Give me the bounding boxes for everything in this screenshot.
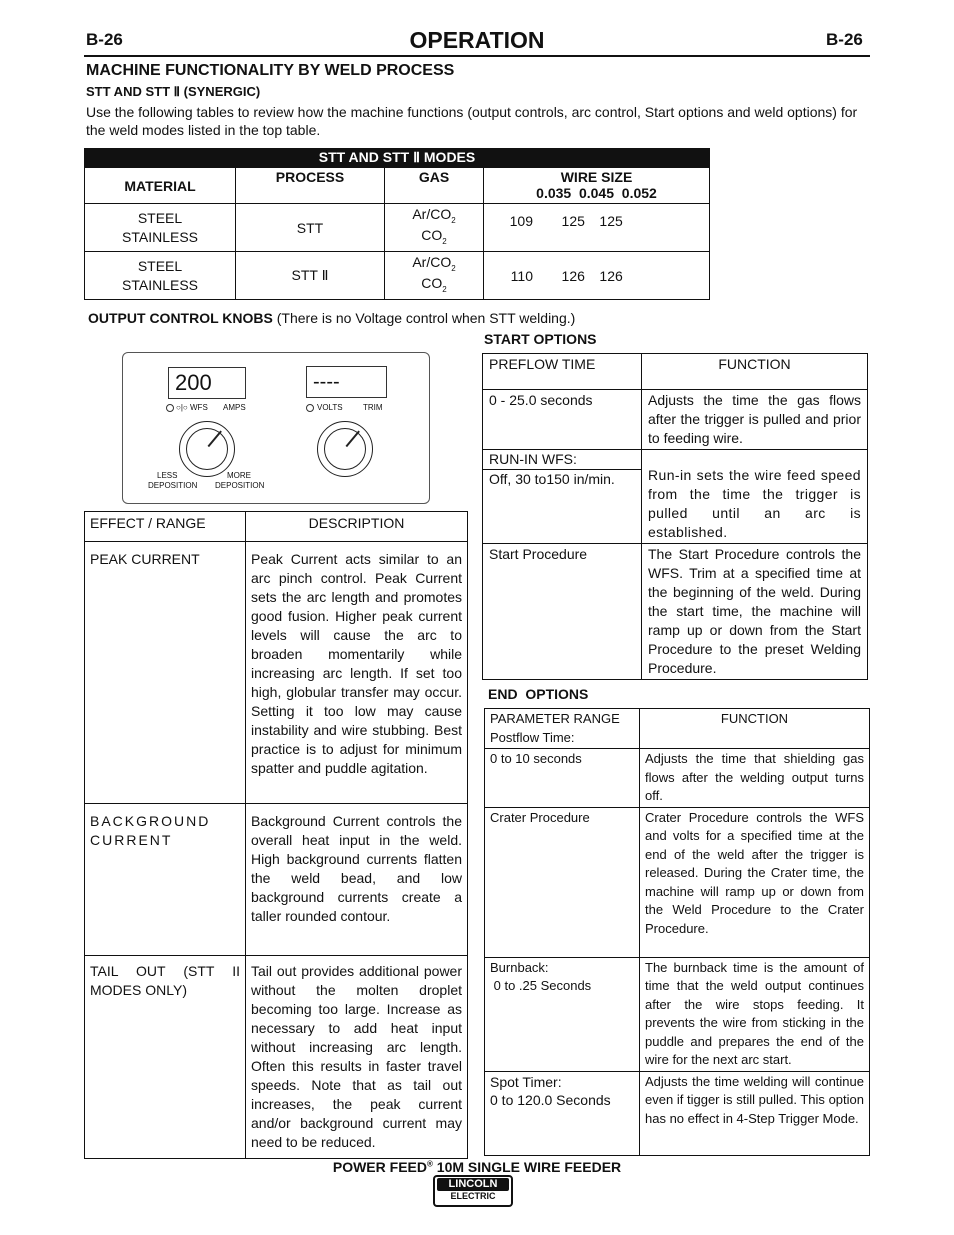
- header-wire-size: [484, 168, 710, 204]
- param-cell: 0 - 25.0 seconds: [483, 390, 642, 450]
- footer-product-rest: 10M SINGLE WIRE FEEDER: [432, 1159, 622, 1175]
- wire-value: 109: [509, 213, 533, 229]
- gas-cell: [385, 204, 484, 252]
- less-label: LESS: [157, 471, 178, 480]
- amps-label: AMPS: [223, 403, 246, 412]
- description-cell: Background Current controls the overall heat input in the weld. High background currents flatten the weld bead, and low background currents create a taller rounded contour.: [246, 804, 468, 956]
- wire-value: 125: [599, 213, 623, 229]
- led-indicator: [166, 404, 174, 412]
- start-options-table: [482, 353, 868, 680]
- parameter-range-label: PARAMETER RANGE: [490, 711, 620, 726]
- output-controls-note: (There is no Voltage control when STT welding.): [272, 310, 576, 326]
- subsection-title: STT AND STT Ⅱ (SYNERGIC): [86, 84, 261, 99]
- effect-cell: PEAK CURRENT: [85, 542, 246, 804]
- logo-top-text: LINCOLN: [437, 1178, 509, 1191]
- logo-bottom-text: ELECTRIC: [450, 1191, 496, 1201]
- param-cell: [483, 450, 642, 544]
- description-cell: Peak Current acts similar to an arc pinch control. Peak Current sets the arc length and promotes good fusion. Higher peak current levels will cause the arc to broaden momentarily while increasing arc length. If set too high, globular transfer may occur. Setting it too low may cause instability and wire stubbing. Best practice is to adjust for minimum spatter and puddle agitation.: [246, 542, 468, 804]
- gas-text: CO: [421, 274, 443, 291]
- table-row: [483, 450, 868, 544]
- param-cell: Start Procedure: [483, 544, 642, 680]
- header-effect-range: EFFECT / RANGE: [85, 512, 246, 542]
- wire-values-cell: [484, 252, 710, 300]
- wire-value: 110: [510, 267, 533, 284]
- wire-value: 126: [561, 267, 585, 284]
- control-panel-illustration: [122, 352, 430, 504]
- function-cell: The burnback time is the amount of time that the weld output continues after the wire stops feeding. It prevents the wire from sticking in the puddle and prepares the end of the wire for the next arc start.: [640, 957, 870, 1071]
- burnback-label: Burnback:: [490, 959, 549, 975]
- gas-text: Ar/CO: [412, 253, 452, 270]
- table-row: [85, 252, 710, 300]
- function-cell: Crater Procedure controls the WFS and volts for a specified time at the end of the weld after the trigger is released. During the Crater time, the machine will ramp up or down from the Weld Procedure to the Crater Procedure.: [640, 807, 870, 957]
- header-preflow-time: PREFLOW TIME: [483, 354, 642, 390]
- header-gas: GAS: [385, 168, 484, 204]
- description-cell: Tail out provides additional power without the molten droplet becoming too large. Increase as necessary to add heat input without increasing arc length. Often this results in faster travel speeds. Note that as tail out increases, the peak current and/or background current may need to be reduced.: [246, 956, 468, 1159]
- gas-text: CO: [421, 226, 443, 243]
- table-row: [85, 804, 468, 956]
- page-number-left: B-26: [86, 30, 123, 49]
- process-cell: STT Ⅱ: [236, 252, 385, 300]
- knob-face: [324, 428, 366, 470]
- gas-subscript: 2: [442, 284, 447, 294]
- wfs-display: 200: [168, 367, 246, 399]
- io-glyph: ○|○: [176, 403, 188, 412]
- table-row: [485, 957, 870, 1071]
- spot-timer-label: Spot Timer:: [490, 1073, 562, 1090]
- footer-product: [0, 1159, 954, 1175]
- table-row: [485, 1071, 870, 1155]
- more-label: MORE: [227, 471, 251, 480]
- section-title: MACHINE FUNCTIONALITY BY WELD PROCESS: [86, 62, 455, 79]
- wire-size-values: 0.035 0.045 0.052: [536, 185, 657, 201]
- volts-label: VOLTS: [317, 403, 343, 412]
- param-cell: Crater Procedure: [485, 807, 640, 957]
- modes-table-band: STT AND STT Ⅱ MODES: [85, 149, 710, 168]
- wfs-knob[interactable]: [179, 421, 235, 477]
- header-parameter-range: [485, 709, 640, 749]
- led-indicator: [306, 404, 314, 412]
- function-cell: Adjusts the time that shielding gas flows after the welding output turns off.: [640, 749, 870, 808]
- param-cell: 0 to 10 seconds: [485, 749, 640, 808]
- table-row: [85, 204, 710, 252]
- process-cell: STT: [236, 204, 385, 252]
- spot-timer-range: 0 to 120.0 Seconds: [490, 1092, 611, 1108]
- effect-table: [84, 511, 468, 1159]
- output-controls-heading: [88, 310, 575, 326]
- wire-value: 125: [561, 213, 585, 229]
- wfs-label: WFS: [190, 403, 208, 412]
- trim-display: ----: [306, 366, 387, 398]
- param-cell: [485, 1071, 640, 1155]
- gas-text: Ar/CO: [412, 205, 452, 222]
- function-cell: Adjusts the time welding will continue even if tigger is still pulled. This option has no effect in 4-Step Trigger Mode.: [640, 1071, 870, 1155]
- table-row: [483, 390, 868, 450]
- end-options-title: END OPTIONS: [488, 686, 589, 702]
- effect-cell: TAIL OUT (STT II MODES ONLY): [85, 956, 246, 1159]
- end-options-table: [484, 708, 870, 1156]
- material-line: STAINLESS: [122, 228, 198, 245]
- less-deposition-label: DEPOSITION: [148, 481, 198, 490]
- function-cell: Run-in sets the wire feed speed from the time the trigger is pulled until an arc is established.: [642, 450, 868, 544]
- header-description: DESCRIPTION: [246, 512, 468, 542]
- modes-table: [84, 148, 710, 300]
- lincoln-electric-logo: [433, 1175, 513, 1207]
- material-line: STEEL: [137, 257, 183, 274]
- wire-values-cell: [484, 204, 710, 252]
- burnback-range: 0 to .25 Seconds: [490, 978, 592, 993]
- start-options-title: START OPTIONS: [484, 331, 597, 347]
- page-number-right: B-26: [826, 30, 863, 49]
- material-line: STEEL: [137, 209, 183, 226]
- trim-label: TRIM: [363, 403, 383, 412]
- header-function: FUNCTION: [642, 354, 868, 390]
- param-cell: [485, 957, 640, 1071]
- table-row: [85, 542, 468, 804]
- intro-paragraph: Use the following tables to review how the machine functions (output controls, arc control, Start options and weld options) for the weld modes listed in the top table.: [86, 104, 858, 138]
- table-row: [85, 956, 468, 1159]
- table-row: [485, 749, 870, 808]
- effect-cell: BACKGROUND CURRENT: [85, 804, 246, 956]
- material-cell: [85, 252, 236, 300]
- wire-value: 126: [599, 267, 623, 284]
- knob-face: [186, 428, 228, 470]
- output-controls-label: OUTPUT CONTROL KNOBS: [88, 310, 273, 326]
- header-rule: [84, 55, 870, 57]
- more-deposition-label: DEPOSITION: [215, 481, 265, 490]
- trim-knob[interactable]: [317, 421, 373, 477]
- table-row: [485, 807, 870, 957]
- footer-product-name: POWER FEED: [332, 1159, 427, 1175]
- postflow-label: Postflow Time:: [490, 729, 575, 745]
- page-title: OPERATION: [409, 27, 545, 53]
- footer-registered-mark: ®: [426, 1159, 433, 1169]
- table-row: [483, 544, 868, 680]
- gas-subscript: 2: [451, 263, 456, 273]
- wire-size-label: WIRE SIZE: [560, 169, 633, 185]
- function-cell: Adjusts the time the gas flows after the trigger is pulled and prior to feeding wire.: [642, 390, 868, 450]
- material-cell: [85, 204, 236, 252]
- run-in-range: Off, 30 to150 in/min.: [489, 471, 615, 487]
- gas-subscript: 2: [442, 236, 447, 246]
- material-line: STAINLESS: [122, 276, 198, 293]
- header-process: PROCESS: [236, 168, 385, 204]
- function-cell: The Start Procedure controls the WFS. Trim at a specified time at the beginning of the weld. During the start time, the machine will ramp up or down from the Start Procedure to the preset Welding Procedure.: [642, 544, 868, 680]
- header-function: FUNCTION: [640, 709, 870, 749]
- header-material: MATERIAL: [85, 168, 236, 204]
- gas-cell: [385, 252, 484, 300]
- run-in-label: RUN-IN WFS:: [483, 450, 641, 470]
- gas-subscript: 2: [451, 215, 456, 225]
